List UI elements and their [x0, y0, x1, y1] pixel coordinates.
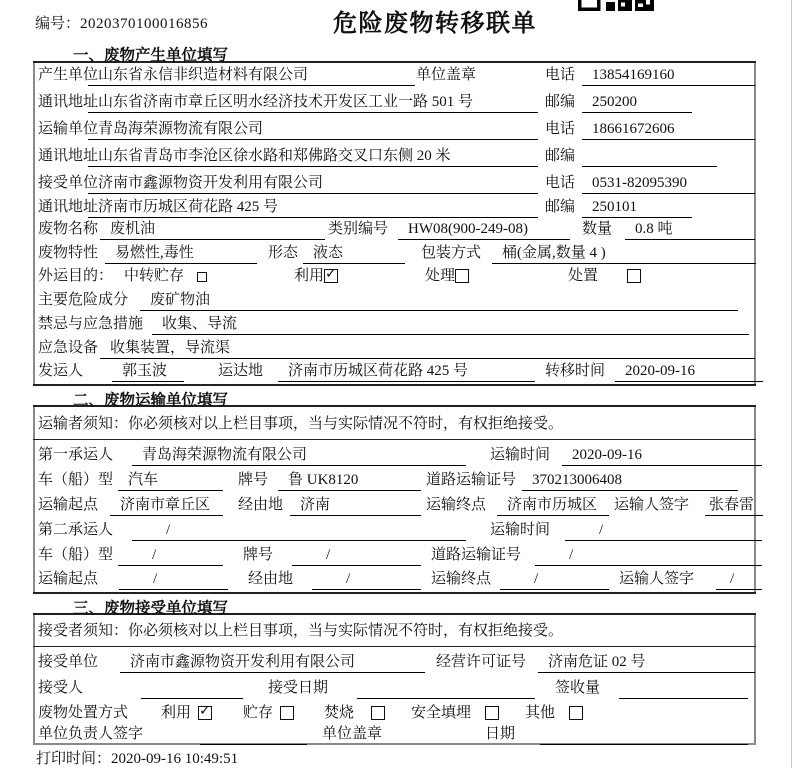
quantity-label: 数量 [582, 221, 613, 237]
end2-value: / [500, 568, 609, 590]
qr-code-fragment [578, 0, 654, 12]
quantity-value: 0.8 吨 [625, 218, 755, 240]
disposal-landfill-label: 安全填埋 [411, 705, 472, 721]
section3-header [33, 592, 756, 615]
page-title: 危险废物转移联单 [333, 10, 537, 37]
plate2-label: 牌号 [243, 547, 274, 563]
permit2-label: 道路运输证号 [431, 547, 522, 563]
purpose-transfer-label: 中转贮存 [124, 268, 185, 284]
carrier2-value: / [132, 519, 466, 541]
end1-label: 运输终点 [426, 497, 487, 513]
row-waste-name [0, 218, 796, 240]
sign1-label: 运输人签字 [614, 497, 690, 513]
time1-label: 运输时间 [490, 447, 551, 463]
time2-value: / [565, 519, 762, 541]
address1-label: 通讯地址 [38, 94, 99, 110]
origin2-value: / [119, 568, 228, 590]
divider-line [33, 646, 756, 647]
row-vehicle1 [0, 469, 796, 491]
end2-label: 运输终点 [431, 571, 492, 587]
producer-value: 山东省永信非织造材料有限公司 [88, 64, 415, 86]
serial-label: 编号： [35, 16, 81, 32]
disposal-label: 废物处置方式 [38, 705, 129, 721]
carrier1-value: 青岛海荣源物流有限公司 [132, 444, 466, 466]
row-consignor [0, 360, 796, 382]
vehicle1-value: 汽车 [118, 469, 223, 491]
waste-name-value: 废机油 [100, 218, 325, 240]
plate1-label: 牌号 [238, 472, 269, 488]
unit-seal-label: 单位盖章 [416, 67, 477, 83]
receive-date-label: 接受日期 [268, 680, 329, 696]
state-value: 液态 [303, 242, 405, 264]
receive-amount-value [619, 677, 748, 699]
package-label: 包装方式 [421, 245, 482, 261]
row-transporter [0, 118, 796, 140]
hazard-value: 废矿物油 [140, 289, 738, 311]
divider-line [33, 439, 756, 440]
sign-date-value [540, 723, 748, 745]
section1-header [33, 41, 756, 63]
section3-heading: 三、废物接受单位填写 [73, 600, 229, 617]
sign-date-label: 日期 [485, 726, 516, 742]
carrier2-label: 第二承运人 [38, 522, 114, 538]
row-waste-trait [0, 242, 796, 264]
section2-header [33, 384, 756, 407]
destination-label: 运达地 [218, 363, 264, 379]
row-producer [0, 64, 796, 86]
measures-value: 收集、导流 [152, 313, 749, 335]
sign2-label: 运输人签字 [619, 571, 695, 587]
hazard-label: 主要危险成分 [38, 292, 129, 308]
row-manager-sign [0, 723, 796, 745]
transport-notice: 运输者须知：你必须核对以上栏目事项，当与实际情况不符时，有权拒绝接受。 [38, 416, 564, 432]
address1-value: 山东省济南市章丘区明水经济技术开发区工业一路 501 号 [88, 91, 538, 113]
phone2-label: 电话 [545, 121, 576, 137]
waste-name-label: 废物名称 [38, 221, 99, 237]
license-label: 经营许可证号 [436, 654, 527, 670]
serial-number-row [35, 12, 208, 33]
address2-value: 山东省青岛市李沧区徐水路和郑佛路交叉口东侧 20 米 [88, 145, 538, 167]
row-carrier1 [0, 444, 796, 466]
transfer-date-label: 转移时间 [545, 363, 606, 379]
trait-value: 易燃性,毒性 [105, 242, 257, 264]
row-equipment [0, 337, 796, 359]
trait-label: 废物特性 [38, 245, 99, 261]
purpose-label: 外运目的： [38, 268, 114, 284]
checkbox-disposal-store [280, 706, 294, 720]
carrier1-label: 第一承运人 [38, 447, 114, 463]
check-icon: ✓ [325, 266, 337, 282]
checkbox-disposal-use-checked [198, 703, 212, 720]
zip1-value: 250200 [582, 91, 692, 113]
checkbox-purpose-treat [455, 269, 469, 283]
transporter-value: 青岛海荣源物流有限公司 [88, 118, 538, 140]
via2-value: / [312, 568, 421, 590]
zip2-label: 邮编 [545, 148, 576, 164]
vehicle2-value: / [118, 544, 223, 566]
license-value: 济南危证 02 号 [538, 651, 755, 673]
producer-label: 产生单位 [38, 67, 99, 83]
row-receive-unit [0, 651, 796, 673]
section1-heading: 一、废物产生单位填写 [73, 47, 229, 64]
phone2-value: 18661672606 [582, 118, 755, 140]
row-route2 [0, 568, 796, 590]
phone3-value: 0531-82095390 [582, 172, 755, 194]
state-label: 形态 [268, 245, 299, 261]
row-producer-address [0, 91, 796, 113]
checkbox-purpose-transfer [197, 272, 207, 282]
destination-value: 济南市历城区荷花路 425 号 [278, 360, 535, 382]
receiver-label: 接受单位 [38, 175, 99, 191]
row-receive-notice [0, 620, 796, 642]
sign2-value: / [716, 568, 762, 590]
measures-label: 禁忌与应急措施 [38, 316, 144, 332]
row-hazard [0, 289, 796, 311]
phone1-label: 电话 [545, 67, 576, 83]
permit1-value: 370213006408 [522, 469, 738, 491]
receive-unit-value: 济南市鑫源物资开发利用有限公司 [120, 651, 425, 673]
row-transport-notice [0, 413, 796, 435]
equipment-label: 应急设备 [38, 340, 99, 356]
row-route1 [0, 494, 796, 516]
vehicle2-label: 车（船）型 [38, 547, 114, 563]
phone1-value: 13854169160 [582, 64, 755, 86]
origin2-label: 运输起点 [38, 571, 99, 587]
checkbox-purpose-use-checked [324, 266, 338, 283]
plate1-value: 鲁 UK8120 [278, 469, 421, 491]
checkbox-purpose-dispose [627, 269, 641, 283]
equipment-value: 收集装置，导流渠 [100, 337, 755, 359]
receive-person-label: 接受人 [38, 680, 84, 696]
permit2-value: / [535, 544, 762, 566]
row-measures [0, 313, 796, 335]
serial-number: 2020370100016856 [80, 16, 209, 32]
row-disposal-method [0, 702, 796, 724]
time2-label: 运输时间 [490, 522, 551, 538]
category-label: 类别编号 [328, 221, 389, 237]
row-purpose [0, 265, 796, 287]
permit1-label: 道路运输证号 [426, 472, 517, 488]
checkbox-disposal-burn [371, 706, 385, 720]
address2-label: 通讯地址 [38, 148, 99, 164]
manager-sign-label: 单位负责人签字 [38, 726, 144, 742]
receive-person-value [141, 677, 243, 699]
disposal-burn-label: 焚烧 [324, 705, 355, 721]
consignor-label: 发运人 [38, 363, 84, 379]
receive-notice: 接受者须知：你必须核对以上栏目事项，当与实际情况不符时，有权拒绝接受。 [38, 623, 564, 639]
receiver-seal-label: 单位盖章 [322, 726, 383, 742]
category-value: HW08(900-249-08) [398, 218, 570, 240]
via2-label: 经由地 [248, 571, 294, 587]
origin1-label: 运输起点 [38, 497, 99, 513]
disposal-store-label: 贮存 [243, 705, 274, 721]
transporter-label: 运输单位 [38, 121, 99, 137]
zip3-value: 250101 [582, 196, 692, 218]
manager-sign-value [200, 723, 307, 745]
via1-value: 济南 [290, 494, 421, 516]
transfer-date-value: 2020-09-16 [615, 360, 763, 382]
checkbox-disposal-landfill [485, 706, 499, 720]
purpose-use-label: 利用 [294, 268, 325, 284]
plate2-value: / [292, 544, 421, 566]
row-receiver [0, 172, 796, 194]
receiver-value: 济南市鑫源物资开发利用有限公司 [88, 172, 538, 194]
section2-heading: 二、废物运输单位填写 [73, 392, 229, 409]
phone3-label: 电话 [545, 175, 576, 191]
disposal-other-label: 其他 [525, 705, 556, 721]
row-receive-person [0, 677, 796, 699]
via1-label: 经由地 [238, 497, 284, 513]
address3-label: 通讯地址 [38, 199, 99, 215]
address3-value: 济南市历城区荷花路 425 号 [88, 196, 538, 218]
row-transporter-address [0, 145, 796, 167]
vehicle1-label: 车（船）型 [38, 472, 114, 488]
zip3-label: 邮编 [545, 199, 576, 215]
package-value: 桶(金属,数量 4 ) [492, 242, 756, 264]
disposal-use-label: 利用 [161, 705, 192, 721]
zip2-value [582, 145, 717, 167]
row-vehicle2 [0, 544, 796, 566]
print-time-row [36, 747, 238, 768]
receive-unit-label: 接受单位 [38, 654, 99, 670]
end1-value: 济南市历城区 [497, 494, 609, 516]
print-time-label: 打印时间： [36, 751, 112, 767]
receive-amount-label: 签收量 [555, 680, 601, 696]
checkbox-disposal-other [569, 706, 583, 720]
receive-date-value [357, 677, 535, 699]
consignor-value: 郭玉波 [112, 360, 184, 382]
time1-value: 2020-09-16 [562, 444, 762, 466]
purpose-treat-label: 处理 [425, 268, 456, 284]
sign1-value: 张春雷 [705, 494, 763, 516]
print-time-value: 2020-09-16 10:49:51 [111, 751, 239, 767]
check-icon: ✓ [199, 703, 211, 719]
row-receiver-address [0, 196, 796, 218]
purpose-dispose-label: 处置 [568, 268, 599, 284]
row-carrier2 [0, 519, 796, 541]
zip1-label: 邮编 [545, 94, 576, 110]
origin1-value: 济南市章丘区 [110, 494, 223, 516]
